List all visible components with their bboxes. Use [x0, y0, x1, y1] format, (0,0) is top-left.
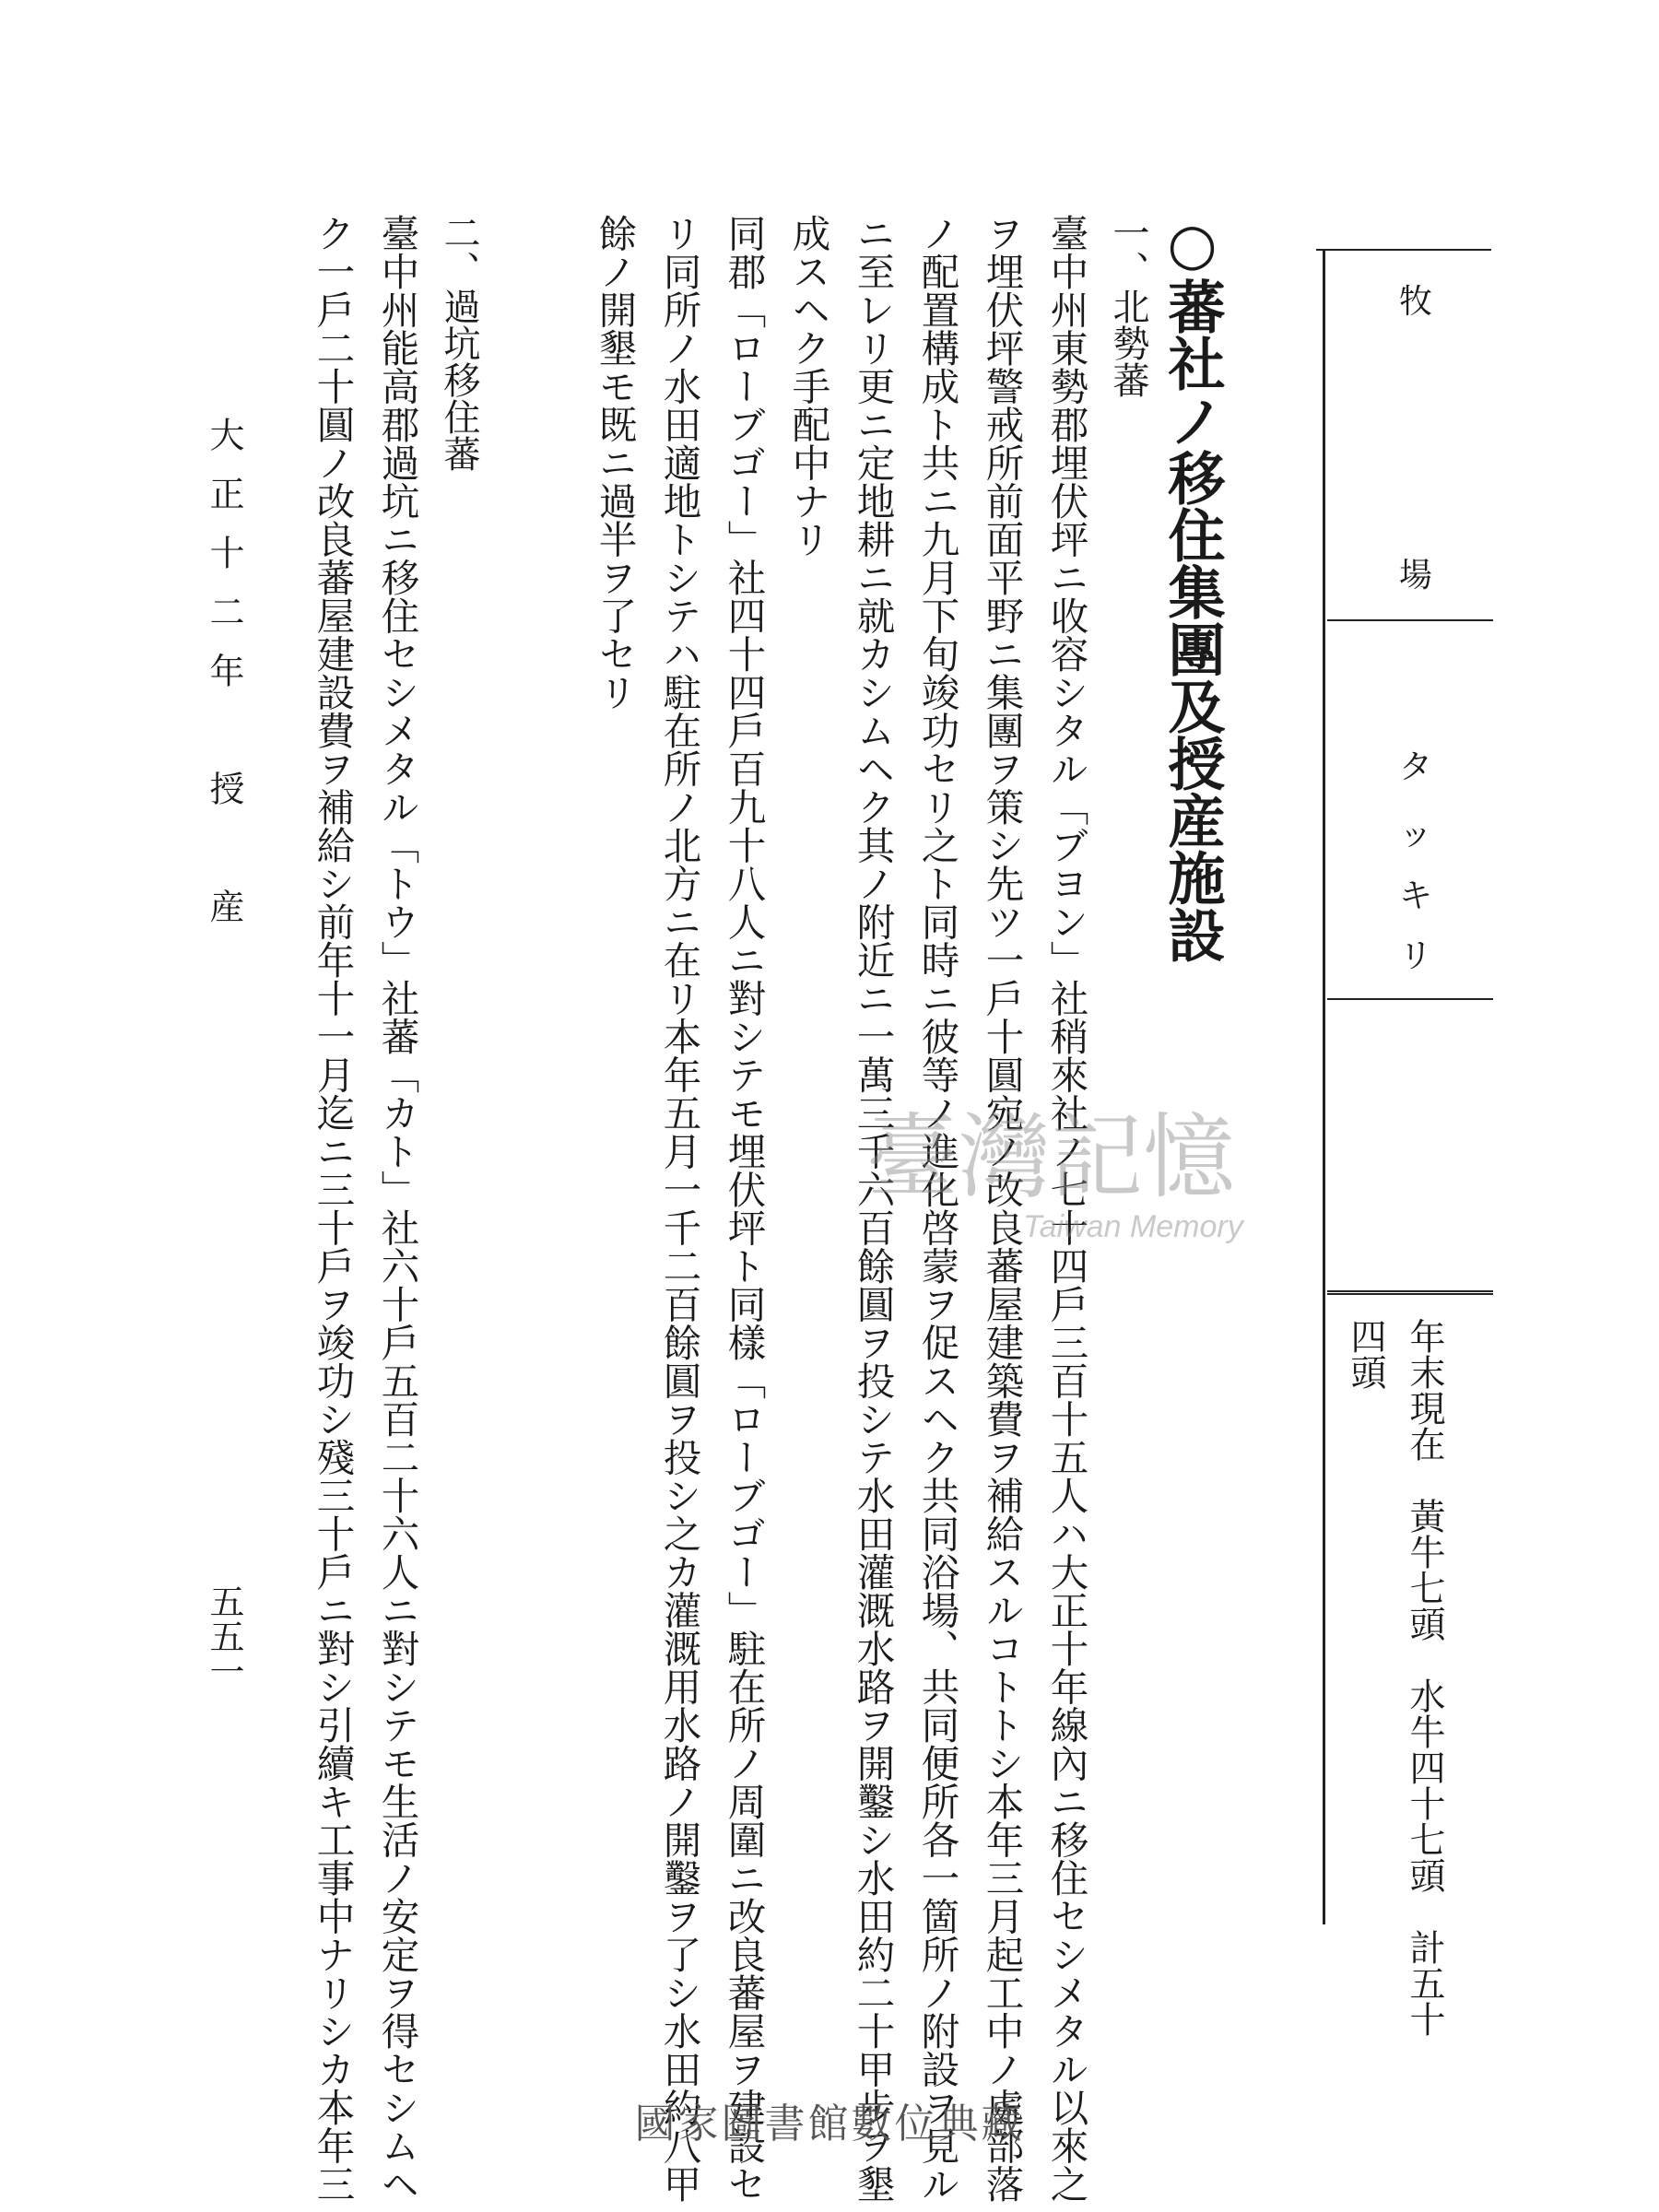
table-bottom-rule-2	[1327, 1293, 1493, 1295]
table-top-rule	[1316, 249, 1491, 251]
paragraph-line: 成スヘク手配中ナリ	[785, 214, 831, 559]
taiwan-memory-watermark	[866, 1097, 1327, 1244]
paragraph-line: 臺中州東勢郡埋伏坪ニ收容シタル「ブヨン」社稍來社ノ七十四戶三百十五人ハ大正十年線內ニ移住セシメタル以來之	[1043, 214, 1089, 2203]
table-header-char: 場	[1399, 557, 1433, 594]
watermark-cjk: 臺灣記憶	[866, 1103, 1235, 1211]
running-title: 大正十二年 授 産	[204, 417, 244, 947]
paragraph-line: ク一戶二十圓ノ改良蕃屋建設費ヲ補給シ前年十一月迄ニ三十戶ヲ竣功シ殘三十戶ニ對シ引續キ工事中ナリシカ本年三	[310, 214, 356, 2203]
paragraph-line: ヲ埋伏坪警戒所前面平野ニ集團ヲ策シ先ツ一戶十圓宛ノ改良蕃屋建築費ヲ補給スルコトトシ本年三月起工中ノ處部落	[979, 214, 1025, 2203]
archive-label: 國家圖書館數位典藏	[634, 2100, 1025, 2147]
paragraph-line: 臺中州能高郡過坑ニ移住セシメタル「トウ」社蕃「カト」社六十戶五百二十六人ニ對シテモ生活ノ安定ヲ得セシムヘ	[374, 214, 420, 2203]
table-header-char: ッ	[1399, 816, 1433, 853]
table-left-border	[1323, 249, 1325, 1924]
paragraph-line: ニ至レリ更ニ定地耕ニ就カシムヘク其ノ附近ニ一萬三千六百餘圓ヲ投シテ水田灌溉水路ヲ開鑿シ水田約二十甲步ヲ墾	[850, 214, 896, 2203]
table-header-char: キ	[1399, 877, 1433, 915]
table-bottom-rule-1	[1327, 1290, 1493, 1292]
table-header-rule-1	[1327, 619, 1493, 621]
table-header-char: タ	[1399, 748, 1433, 786]
paragraph-line: リ同所ノ水田適地トシテハ駐在所ノ北方ニ在リ本年五月一千二百餘圓ヲ投シ之カ灌溉用水路ノ開鑿ヲ了シ水田約八甲	[656, 214, 702, 2203]
table-row-line-2: 四頭	[1345, 1318, 1386, 1390]
page-number: 五五一	[204, 1583, 244, 1688]
subsection-heading-1: 一、北勢蕃	[1107, 214, 1149, 398]
paragraph-line: 同郡「ローブゴー」社四十四戶百九十八人ニ對シテモ埋伏坪ト同樣「ローブゴー」駐在所ノ周圍ニ改良蕃屋ヲ建設セ	[721, 214, 767, 2203]
table-header-char: 牧	[1399, 283, 1433, 321]
table-row-line-1: 年末現在 黃牛七頭 水牛四十七頭 計五十	[1404, 1318, 1445, 2037]
watermark-en: Taiwan Memory	[1023, 1209, 1243, 1244]
table-header-char: リ	[1399, 937, 1433, 975]
section-title: ○蕃社ノ移住集團及授産施設	[1159, 210, 1226, 963]
table-header-rule-2	[1327, 998, 1493, 1000]
paragraph-line: ノ配置構成ト共ニ九月下旬竣功セリ之ト同時ニ彼等ノ進化啓蒙ヲ促スヘク共同浴場、共同便所各一箇所ノ附設ヲ見ル	[914, 214, 960, 2203]
subsection-heading-2: 二、過坑移住蕃	[438, 214, 480, 472]
paragraph-line: 餘ノ開墾モ既ニ過半ヲ了セリ	[592, 214, 638, 712]
